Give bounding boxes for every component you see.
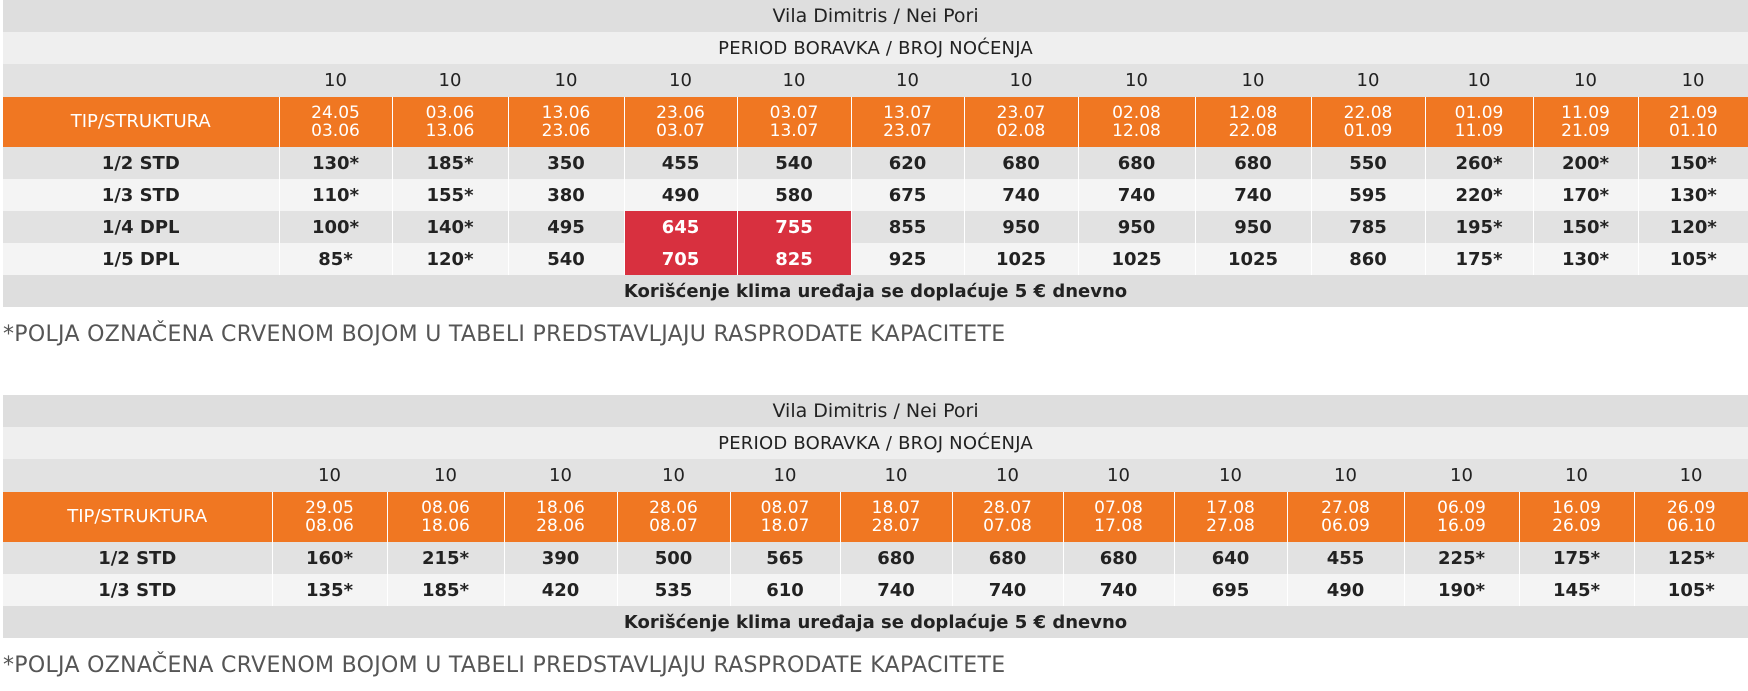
room-type-label: 1/3 STD — [3, 574, 272, 606]
date-from: 23.06 — [656, 103, 705, 123]
room-type-label: 1/2 STD — [3, 147, 279, 179]
date-to: 07.08 — [983, 516, 1032, 536]
price-cell: 740 — [840, 574, 952, 606]
price-cell-sold-out: 825 — [737, 243, 851, 275]
table-row — [3, 211, 1748, 243]
price-cell: 580 — [737, 179, 851, 211]
date-from: 08.06 — [421, 498, 470, 518]
nights-cell: 10 — [730, 459, 840, 492]
nights-cell: 10 — [952, 459, 1063, 492]
price-cell: 950 — [964, 211, 1078, 243]
price-cell: 535 — [617, 574, 730, 606]
nights-cell: 10 — [1311, 64, 1425, 97]
date-range-cell — [964, 97, 1078, 147]
date-to: 12.08 — [1112, 121, 1161, 141]
date-range-cell — [504, 492, 617, 542]
date-from: 18.07 — [871, 498, 921, 518]
date-range-cell — [1533, 97, 1638, 147]
date-to: 13.06 — [425, 121, 475, 141]
price-cell: 740 — [952, 574, 1063, 606]
date-range-cell — [1063, 492, 1174, 542]
price-cell: 540 — [737, 147, 851, 179]
date-to: 18.06 — [421, 516, 470, 536]
period-label: PERIOD BORAVKA / BROJ NOĆENJA — [3, 32, 1748, 64]
price-cell: 675 — [851, 179, 964, 211]
price-cell: 225* — [1404, 542, 1519, 574]
date-from: 23.07 — [996, 103, 1046, 123]
nights-cell: 10 — [1078, 64, 1195, 97]
price-cell: 490 — [1287, 574, 1404, 606]
price-cell: 950 — [1078, 211, 1195, 243]
ac-note: Korišćenje klima uređaja se doplaćuje 5 € dnevno — [3, 606, 1748, 638]
nights-cell: 10 — [504, 459, 617, 492]
price-cell: 155* — [392, 179, 508, 211]
date-range-cell — [1195, 97, 1311, 147]
price-cell: 260* — [1425, 147, 1533, 179]
nights-cell: 10 — [1404, 459, 1519, 492]
date-from: 28.07 — [983, 498, 1032, 518]
price-cell: 785 — [1311, 211, 1425, 243]
price-cell: 855 — [851, 211, 964, 243]
table-title: Vila Dimitris / Nei Pori — [3, 395, 1748, 427]
price-cell: 200* — [1533, 147, 1638, 179]
nights-cell: 10 — [1287, 459, 1404, 492]
date-range-cell — [272, 492, 387, 542]
date-to: 28.07 — [871, 516, 921, 536]
date-to: 27.08 — [1206, 516, 1255, 536]
price-table — [3, 395, 1748, 638]
price-cell-sold-out: 705 — [624, 243, 737, 275]
price-cell-sold-out: 645 — [624, 211, 737, 243]
date-to: 13.07 — [769, 121, 819, 141]
price-cell: 860 — [1311, 243, 1425, 275]
date-range-cell — [617, 492, 730, 542]
price-cell: 160* — [272, 542, 387, 574]
date-from: 22.08 — [1343, 103, 1393, 123]
date-from: 01.09 — [1454, 103, 1504, 123]
date-to: 21.09 — [1561, 121, 1610, 141]
price-cell: 130* — [1638, 179, 1748, 211]
date-from: 07.08 — [1094, 498, 1143, 518]
period-label: PERIOD BORAVKA / BROJ NOĆENJA — [3, 427, 1748, 459]
date-from: 17.08 — [1206, 498, 1255, 518]
date-range-cell — [952, 492, 1063, 542]
nights-row-label — [3, 459, 272, 492]
date-from: 18.06 — [536, 498, 585, 518]
table-row — [3, 243, 1748, 275]
nights-row-label — [3, 64, 279, 97]
date-range-cell — [851, 97, 964, 147]
room-type-label: 1/2 STD — [3, 542, 272, 574]
price-cell: 220* — [1425, 179, 1533, 211]
price-cell: 145* — [1519, 574, 1634, 606]
price-cell: 925 — [851, 243, 964, 275]
dates-row — [3, 97, 1748, 147]
price-cell: 190* — [1404, 574, 1519, 606]
price-cell: 680 — [1195, 147, 1311, 179]
nights-cell: 10 — [1519, 459, 1634, 492]
nights-cell: 10 — [1638, 64, 1748, 97]
date-from: 21.09 — [1668, 103, 1718, 123]
date-range-cell — [1287, 492, 1404, 542]
date-range-cell — [1078, 97, 1195, 147]
price-cell: 195* — [1425, 211, 1533, 243]
price-cell: 185* — [387, 574, 504, 606]
table-row — [3, 542, 1748, 574]
date-from: 16.09 — [1552, 498, 1601, 518]
date-range-cell — [1425, 97, 1533, 147]
price-cell: 950 — [1195, 211, 1311, 243]
price-cell: 490 — [624, 179, 737, 211]
price-cell: 100* — [279, 211, 392, 243]
price-cell: 175* — [1519, 542, 1634, 574]
price-cell: 420 — [504, 574, 617, 606]
type-header: TIP/STRUKTURA — [3, 492, 272, 542]
nights-cell: 10 — [392, 64, 508, 97]
price-cell: 135* — [272, 574, 387, 606]
nights-row — [3, 459, 1748, 492]
nights-cell: 10 — [272, 459, 387, 492]
date-range-cell — [737, 97, 851, 147]
sold-out-footnote: *POLJA OZNAČENA CRVENOM BOJOM U TABELI PREDSTAVLJAJU RASPRODATE KAPACITETE — [3, 322, 1006, 347]
date-to: 18.07 — [760, 516, 810, 536]
price-cell: 495 — [508, 211, 624, 243]
price-cell: 550 — [1311, 147, 1425, 179]
type-header: TIP/STRUKTURA — [3, 97, 279, 147]
price-cell: 680 — [964, 147, 1078, 179]
date-range-cell — [624, 97, 737, 147]
price-cell: 140* — [392, 211, 508, 243]
nights-cell: 10 — [840, 459, 952, 492]
date-to: 03.06 — [311, 121, 360, 141]
price-cell: 85* — [279, 243, 392, 275]
price-cell: 170* — [1533, 179, 1638, 211]
nights-cell: 10 — [737, 64, 851, 97]
nights-cell: 10 — [1634, 459, 1748, 492]
date-range-cell — [1404, 492, 1519, 542]
date-from: 13.06 — [541, 103, 591, 123]
price-cell: 175* — [1425, 243, 1533, 275]
price-cell: 120* — [1638, 211, 1748, 243]
price-cell: 610 — [730, 574, 840, 606]
price-cell: 120* — [392, 243, 508, 275]
price-cell: 130* — [279, 147, 392, 179]
date-range-cell — [1638, 97, 1748, 147]
price-cell: 350 — [508, 147, 624, 179]
nights-cell: 10 — [1063, 459, 1174, 492]
price-cell: 540 — [508, 243, 624, 275]
date-from: 27.08 — [1321, 498, 1370, 518]
price-cell: 740 — [1195, 179, 1311, 211]
price-cell: 150* — [1533, 211, 1638, 243]
nights-cell: 10 — [964, 64, 1078, 97]
date-range-cell — [840, 492, 952, 542]
nights-cell: 10 — [1533, 64, 1638, 97]
date-range-cell — [387, 492, 504, 542]
price-table — [3, 0, 1748, 307]
date-from: 08.07 — [760, 498, 810, 518]
date-to: 26.09 — [1552, 516, 1601, 536]
price-cell: 1025 — [964, 243, 1078, 275]
date-from: 28.06 — [649, 498, 698, 518]
price-cell: 130* — [1533, 243, 1638, 275]
date-to: 11.09 — [1454, 121, 1504, 141]
price-cell: 620 — [851, 147, 964, 179]
price-cell: 110* — [279, 179, 392, 211]
date-range-cell — [279, 97, 392, 147]
price-cell: 680 — [1063, 542, 1174, 574]
date-to: 16.09 — [1437, 516, 1486, 536]
price-cell: 680 — [952, 542, 1063, 574]
price-cell: 185* — [392, 147, 508, 179]
date-from: 24.05 — [311, 103, 360, 123]
date-range-cell — [1634, 492, 1748, 542]
date-from: 13.07 — [883, 103, 932, 123]
date-to: 28.06 — [536, 516, 585, 536]
price-cell: 740 — [1063, 574, 1174, 606]
date-range-cell — [1174, 492, 1287, 542]
nights-cell: 10 — [617, 459, 730, 492]
dates-row — [3, 492, 1748, 542]
price-cell: 380 — [508, 179, 624, 211]
table-title: Vila Dimitris / Nei Pori — [3, 0, 1748, 32]
price-cell: 640 — [1174, 542, 1287, 574]
price-cell: 595 — [1311, 179, 1425, 211]
nights-cell: 10 — [1425, 64, 1533, 97]
nights-cell: 10 — [508, 64, 624, 97]
sold-out-footnote: *POLJA OZNAČENA CRVENOM BOJOM U TABELI PREDSTAVLJAJU RASPRODATE KAPACITETE — [3, 653, 1006, 678]
price-cell: 105* — [1634, 574, 1748, 606]
date-range-cell — [1519, 492, 1634, 542]
date-to: 03.07 — [656, 121, 705, 141]
price-cell: 680 — [840, 542, 952, 574]
nights-cell: 10 — [851, 64, 964, 97]
date-from: 03.07 — [769, 103, 819, 123]
date-to: 08.07 — [649, 516, 698, 536]
date-from: 26.09 — [1666, 498, 1716, 518]
date-to: 08.06 — [305, 516, 354, 536]
date-to: 01.09 — [1343, 121, 1393, 141]
room-type-label: 1/4 DPL — [3, 211, 279, 243]
price-cell: 105* — [1638, 243, 1748, 275]
price-cell: 565 — [730, 542, 840, 574]
price-cell: 390 — [504, 542, 617, 574]
price-cell: 740 — [964, 179, 1078, 211]
table-row — [3, 179, 1748, 211]
date-range-cell — [392, 97, 508, 147]
price-cell: 1025 — [1078, 243, 1195, 275]
date-to: 22.08 — [1228, 121, 1278, 141]
price-table-1 — [3, 0, 1748, 307]
price-cell: 680 — [1078, 147, 1195, 179]
date-to: 02.08 — [996, 121, 1046, 141]
price-cell: 215* — [387, 542, 504, 574]
price-cell: 125* — [1634, 542, 1748, 574]
price-cell: 695 — [1174, 574, 1287, 606]
date-from: 12.08 — [1228, 103, 1278, 123]
date-to: 06.09 — [1321, 516, 1370, 536]
date-from: 11.09 — [1561, 103, 1610, 123]
price-cell: 740 — [1078, 179, 1195, 211]
date-to: 23.06 — [541, 121, 591, 141]
date-from: 03.06 — [425, 103, 475, 123]
ac-note: Korišćenje klima uređaja se doplaćuje 5 € dnevno — [3, 275, 1748, 307]
date-to: 06.10 — [1666, 516, 1716, 536]
room-type-label: 1/5 DPL — [3, 243, 279, 275]
date-to: 17.08 — [1094, 516, 1143, 536]
nights-cell: 10 — [387, 459, 504, 492]
price-cell: 1025 — [1195, 243, 1311, 275]
date-to: 23.07 — [883, 121, 932, 141]
price-cell: 150* — [1638, 147, 1748, 179]
date-range-cell — [508, 97, 624, 147]
price-cell: 455 — [1287, 542, 1404, 574]
nights-cell: 10 — [279, 64, 392, 97]
date-range-cell — [730, 492, 840, 542]
nights-cell: 10 — [1174, 459, 1287, 492]
date-from: 29.05 — [305, 498, 354, 518]
price-cell: 455 — [624, 147, 737, 179]
date-from: 06.09 — [1437, 498, 1486, 518]
date-from: 02.08 — [1112, 103, 1161, 123]
date-range-cell — [1311, 97, 1425, 147]
room-type-label: 1/3 STD — [3, 179, 279, 211]
nights-row — [3, 64, 1748, 97]
price-table-2 — [3, 395, 1748, 638]
nights-cell: 10 — [1195, 64, 1311, 97]
nights-cell: 10 — [624, 64, 737, 97]
price-cell: 500 — [617, 542, 730, 574]
table-row — [3, 147, 1748, 179]
date-to: 01.10 — [1668, 121, 1718, 141]
price-cell-sold-out: 755 — [737, 211, 851, 243]
table-row — [3, 574, 1748, 606]
